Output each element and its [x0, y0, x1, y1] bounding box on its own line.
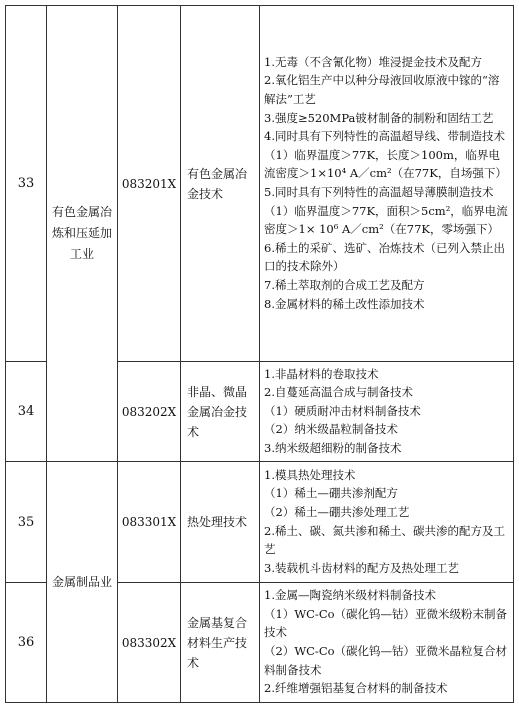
desc-line: 4.同时具有下列特性的高温超导线、带制造技术 [264, 129, 505, 144]
desc-line: 2.纤维增强铝基复合材料的制备技术 [264, 681, 448, 696]
tech-code: 083302X [118, 583, 181, 703]
tech-description [260, 362, 514, 462]
desc-line: 1.模具热处理技术 [264, 467, 356, 482]
desc-line: 7.稀土萃取剂的合成工艺及配方 [264, 277, 425, 292]
desc-line: 6.稀土的采矿、选矿、冶炼技术（已列入禁止出口的技术除外） [264, 240, 505, 274]
desc-line: （2）稀土—硼共渗处理工艺 [264, 504, 410, 519]
desc-line: 1.非晶材料的卷取技术 [264, 366, 379, 381]
desc-line: （1）硬质耐冲击材料制备技术 [264, 403, 421, 418]
industry-cell: 金属制品业 [47, 462, 118, 703]
industry-cell: 有色金属冶炼和压延加工业 [47, 6, 118, 462]
tech-name: 金属基复合材料生产技术 [181, 583, 260, 703]
desc-line: （1）临界温度＞77K，面积＞5cm²，临界电流密度＞1× 10⁶ A／cm²（在77K，零场强下） [264, 203, 508, 237]
tech-description [260, 583, 514, 703]
tech-description [260, 6, 514, 362]
desc-line: 2.氧化铝生产中以种分母液回收原液中镓的“溶解法”工艺 [264, 73, 500, 107]
tech-code: 083202X [118, 362, 181, 462]
row-number: 33 [6, 6, 47, 362]
desc-line: 3.纳米级超细粉的制备技术 [264, 440, 402, 455]
desc-line: （2）纳米级晶粒制备技术 [264, 422, 398, 437]
tech-name: 非晶、微晶金属冶金技术 [181, 362, 260, 462]
tech-name: 有色金属冶金技术 [181, 6, 260, 362]
desc-line: 1.金属—陶瓷纳米级材料制备技术 [264, 588, 436, 603]
desc-line: （2）WC-Co（碳化钨—钴）亚微米晶粒复合材料制备技术 [264, 644, 508, 677]
desc-line: 2.自蔓延高温合成与制备技术 [264, 385, 413, 400]
row-number: 35 [6, 462, 47, 583]
row-number: 34 [6, 362, 47, 462]
tech-code: 083301X [118, 462, 181, 583]
table-row [6, 6, 514, 362]
desc-line: 1.无毒（不含氰化物）堆浸提金技术及配方 [264, 54, 482, 69]
desc-line: 8.金属材料的稀土改性添加技术 [264, 296, 425, 311]
table-row [6, 462, 514, 583]
desc-line: 3.强度≥520MPa铍材制备的制粉和固结工艺 [264, 110, 494, 125]
tech-description [260, 462, 514, 583]
tech-code: 083201X [118, 6, 181, 362]
row-number: 36 [6, 583, 47, 703]
tech-name: 热处理技术 [181, 462, 260, 583]
technology-table [5, 5, 514, 703]
desc-line: （1）稀土—硼共渗剂配方 [264, 486, 398, 501]
desc-line: 5.同时具有下列特性的高温超导薄膜制造技术 [264, 185, 494, 199]
desc-line: 2.稀土、碳、氮共渗和稀土、碳共渗的配方及工艺 [264, 523, 505, 557]
desc-line: （1）临界温度＞77K，长度＞100m，临界电流密度＞1×10⁴ A／cm²（在77K，自场强下） [264, 147, 507, 181]
desc-line: 3.装载机斗齿材料的配方及热处理工艺 [264, 560, 459, 575]
desc-line: （1）WC-Co（碳化钨—钴）亚微米级粉末制备技术 [264, 606, 508, 640]
